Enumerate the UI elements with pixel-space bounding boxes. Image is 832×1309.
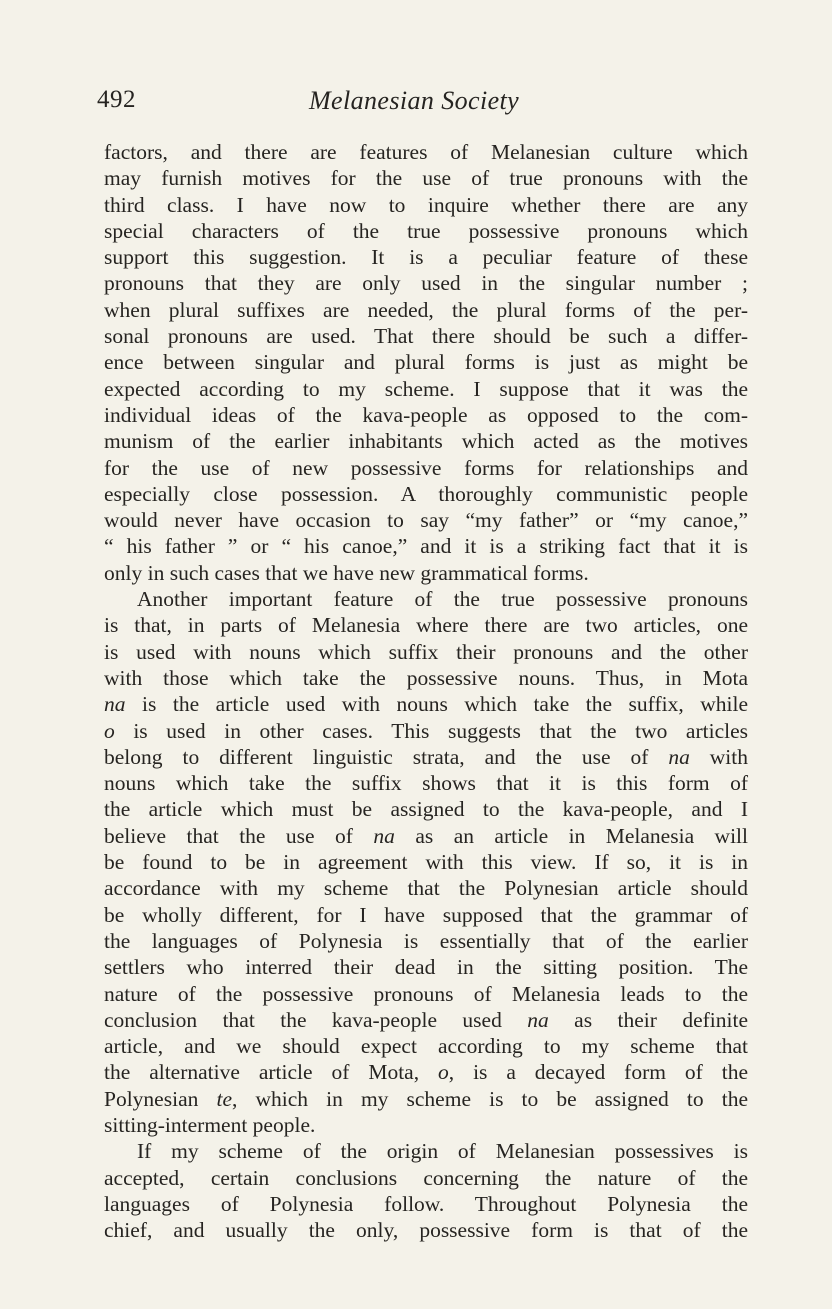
- text-segment: when plural suffixes are needed, the plural forms of the per-: [104, 297, 748, 322]
- text-line: [104, 1033, 748, 1059]
- text-line: [104, 1086, 748, 1112]
- text-line: [104, 349, 748, 375]
- text-segment: the article which must be assigned to the kava-people, and I: [104, 797, 748, 822]
- text-segment: article, and we should expect according to my scheme that: [104, 1034, 748, 1059]
- text-segment: factors, and there are features of Melanesian culture which: [104, 140, 748, 164]
- text-segment: accordance with my scheme that the Polynesian article should: [104, 876, 748, 901]
- italic-term: na: [373, 823, 395, 848]
- text-segment: is used in other cases. This suggests that the two articles: [114, 718, 748, 743]
- text-line: [104, 1059, 748, 1085]
- text-segment: the languages of Polynesia is essentially that of the earlier: [104, 928, 748, 953]
- text-segment: accepted, certain conclusions concerning the nature of the: [104, 1165, 748, 1190]
- text-segment: If my scheme of the origin of Melanesian possessives is: [137, 1139, 748, 1164]
- text-line: [104, 718, 748, 744]
- italic-term: o: [104, 718, 115, 743]
- text-segment: , is a decayed form of the: [448, 1060, 748, 1085]
- text-segment: would never have occasion to say “my father” or “my canoe,”: [104, 508, 748, 533]
- text-segment: as an article in Melanesia will: [394, 823, 748, 848]
- running-title: Melanesian Society: [309, 86, 520, 115]
- text-line: [104, 1191, 748, 1217]
- text-segment: sonal pronouns are used. That there should be such a differ-: [104, 324, 748, 349]
- text-segment: as their definite: [548, 1007, 748, 1032]
- text-segment: especially close possession. A thoroughly communistic people: [104, 481, 748, 506]
- text-line: [104, 1165, 748, 1191]
- text-line: [104, 954, 748, 980]
- italic-term: na: [527, 1007, 549, 1032]
- text-line: [104, 586, 748, 612]
- text-segment: conclusion that the kava-people used: [104, 1007, 528, 1032]
- text-segment: only in such cases that we have new grammatical forms.: [104, 560, 589, 585]
- text-line: [104, 323, 748, 349]
- text-segment: be wholly different, for I have supposed that the grammar of: [104, 902, 748, 927]
- text-segment: support this suggestion. It is a peculiar feature of these: [104, 245, 748, 270]
- text-segment: languages of Polynesia follow. Throughout Polynesia the: [104, 1191, 748, 1216]
- text-segment: ence between singular and plural forms is just as might be: [104, 350, 748, 375]
- text-segment: is used with nouns which suffix their pronouns and the other: [104, 639, 748, 664]
- italic-term: na: [668, 744, 690, 769]
- text-line: [104, 533, 748, 559]
- text-line: [104, 192, 748, 218]
- text-segment: the alternative article of Mota,: [104, 1060, 439, 1085]
- text-segment: settlers who interred their dead in the sitting position. The: [104, 955, 748, 980]
- text-line: [104, 481, 748, 507]
- text-segment: third class. I have now to inquire whether there are any: [104, 192, 748, 217]
- text-segment: with: [689, 744, 748, 769]
- italic-term: o: [438, 1060, 449, 1085]
- text-segment: special characters of the true possessive pronouns which: [104, 218, 748, 243]
- text-line: [104, 770, 748, 796]
- text-line: [104, 875, 748, 901]
- text-line: [104, 823, 748, 849]
- text-segment: for the use of new possessive forms for relationships and: [104, 455, 748, 480]
- text-line: [104, 455, 748, 481]
- text-line: [104, 165, 748, 191]
- text-line: [104, 796, 748, 822]
- text-segment: “ his father ” or “ his canoe,” and it is a striking fact that it is: [104, 534, 748, 559]
- text-segment: Another important feature of the true possessive pronouns: [137, 587, 748, 612]
- text-line: [104, 297, 748, 323]
- page-header: [97, 86, 747, 122]
- text-segment: individual ideas of the kava-people as opposed to the com-: [104, 402, 748, 427]
- text-line: [104, 612, 748, 638]
- text-line: [104, 218, 748, 244]
- text-line: [104, 744, 748, 770]
- text-segment: munism of the earlier inhabitants which acted as the motives: [104, 429, 748, 454]
- text-line: [104, 270, 748, 296]
- text-line: [104, 376, 748, 402]
- text-segment: is that, in parts of Melanesia where there are two articles, one: [104, 613, 748, 638]
- text-line: [104, 244, 748, 270]
- text-line: [104, 849, 748, 875]
- text-segment: nouns which take the suffix shows that it is this form of: [104, 771, 748, 796]
- text-line: [104, 428, 748, 454]
- text-line: [104, 1138, 748, 1164]
- text-segment: nature of the possessive pronouns of Melanesia leads to the: [104, 981, 748, 1006]
- text-segment: chief, and usually the only, possessive form is that of the: [104, 1218, 748, 1243]
- text-segment: with those which take the possessive nouns. Thus, in Mota: [104, 665, 748, 690]
- italic-term: te: [216, 1086, 232, 1111]
- text-segment: is the article used with nouns which take the suffix, while: [125, 692, 748, 717]
- text-line: [104, 139, 748, 165]
- text-segment: Polynesian: [104, 1086, 217, 1111]
- text-segment: belong to different linguistic strata, and the use of: [104, 744, 669, 769]
- body-text: [104, 139, 748, 1243]
- text-segment: , which in my scheme is to be assigned to the: [232, 1086, 748, 1111]
- text-line: [104, 1217, 748, 1243]
- text-segment: pronouns that they are only used in the singular number ;: [104, 271, 748, 296]
- italic-term: na: [104, 692, 126, 717]
- text-line: [104, 928, 748, 954]
- text-line: [104, 507, 748, 533]
- text-segment: expected according to my scheme. I suppose that it was the: [104, 376, 748, 401]
- text-line: [104, 402, 748, 428]
- text-segment: believe that the use of: [104, 823, 374, 848]
- text-line: [104, 691, 748, 717]
- text-segment: sitting-interment people.: [104, 1112, 316, 1137]
- text-line: [104, 1112, 748, 1138]
- text-line: [104, 981, 748, 1007]
- text-segment: be found to be in agreement with this view. If so, it is in: [104, 850, 748, 875]
- text-line: [104, 665, 748, 691]
- text-line: [104, 560, 748, 586]
- text-line: [104, 1007, 748, 1033]
- text-line: [104, 902, 748, 928]
- page-number: 492: [97, 86, 136, 113]
- text-segment: may furnish motives for the use of true pronouns with the: [104, 166, 748, 191]
- text-line: [104, 639, 748, 665]
